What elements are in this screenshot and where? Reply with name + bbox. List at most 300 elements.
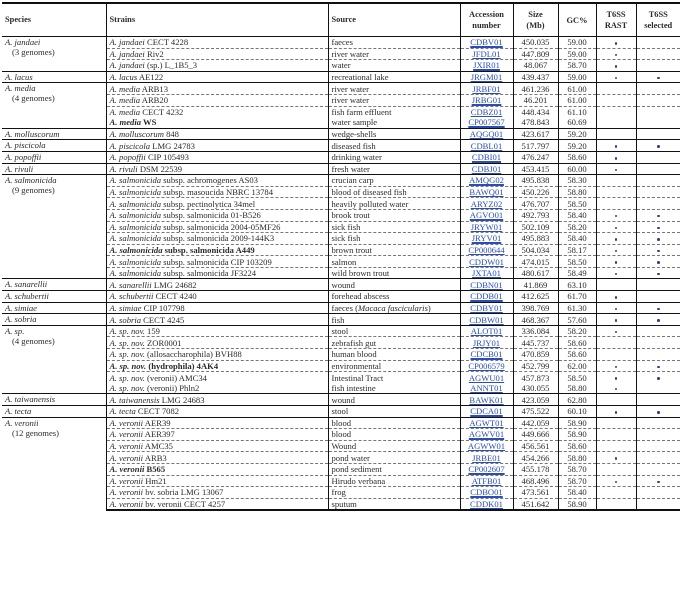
source-cell: frog bbox=[328, 487, 460, 499]
bullet-marker-icon bbox=[615, 331, 618, 334]
table-row bbox=[2, 128, 680, 140]
t6ss-selected-cell bbox=[636, 314, 680, 326]
t6ss-rast-cell bbox=[596, 394, 636, 406]
t6ss-selected-cell bbox=[636, 291, 680, 303]
t6ss-rast-cell bbox=[596, 198, 636, 210]
accession-cell bbox=[460, 429, 513, 441]
species-name: A. jandaei bbox=[5, 37, 41, 47]
gc-cell: 58.50 bbox=[558, 372, 596, 383]
accession-link[interactable]: CDBJ01 bbox=[471, 163, 502, 174]
gc-cell: 59.00 bbox=[558, 37, 596, 49]
size-cell: 492.793 bbox=[513, 209, 558, 221]
t6ss-rast-cell bbox=[596, 360, 636, 372]
accession-cell bbox=[460, 175, 513, 187]
gc-cell: 61.00 bbox=[558, 94, 596, 106]
accession-link[interactable]: CDDW01 bbox=[469, 256, 504, 267]
gc-cell: 59.00 bbox=[558, 71, 596, 83]
strain-genus: A. simiae bbox=[109, 302, 142, 313]
bullet-marker-icon bbox=[615, 238, 618, 241]
accession-link[interactable]: CDDK01 bbox=[470, 499, 503, 510]
accession-link[interactable]: CP002607 bbox=[468, 464, 505, 475]
strain-cell bbox=[106, 221, 328, 233]
bullet-marker-icon bbox=[657, 238, 660, 241]
t6ss-selected-cell bbox=[636, 94, 680, 106]
gc-cell: 58.80 bbox=[558, 186, 596, 198]
size-cell: 336.084 bbox=[513, 325, 558, 337]
gc-cell: 58.70 bbox=[558, 475, 596, 487]
size-cell: 473.561 bbox=[513, 487, 558, 499]
size-cell: 455.178 bbox=[513, 463, 558, 475]
source-cell: zebrafish gut bbox=[328, 337, 460, 349]
strain-designation: subsp. pectinolytica 34mel bbox=[161, 198, 256, 209]
gc-cell: 58.80 bbox=[558, 452, 596, 464]
size-cell: 452.799 bbox=[513, 360, 558, 372]
genome-count: (9 genomes) bbox=[12, 185, 55, 196]
size-cell: 412.625 bbox=[513, 291, 558, 303]
species-cell bbox=[2, 140, 106, 152]
strain-cell bbox=[106, 383, 328, 394]
t6ss-rast-cell bbox=[596, 475, 636, 487]
bullet-marker-icon bbox=[657, 411, 660, 414]
strain-genus: A. veronii bbox=[109, 487, 144, 498]
genome-count: (4 genomes) bbox=[12, 93, 55, 104]
accession-link[interactable]: JRYW01 bbox=[470, 221, 503, 232]
strain-genus: A. veronii bbox=[109, 452, 144, 463]
t6ss-rast-cell bbox=[596, 244, 636, 256]
accession-link[interactable]: JXIR01 bbox=[473, 60, 500, 71]
table-row bbox=[2, 175, 680, 187]
accession-link[interactable]: JRYV01 bbox=[471, 233, 502, 244]
strain-cell bbox=[106, 83, 328, 95]
source-cell: drinking water bbox=[328, 151, 460, 163]
t6ss-rast-cell bbox=[596, 163, 636, 175]
accession-cell bbox=[460, 233, 513, 245]
species-cell bbox=[2, 163, 106, 175]
accession-cell bbox=[460, 128, 513, 140]
species-name: A. popoffii bbox=[5, 151, 42, 162]
gc-cell: 58.60 bbox=[558, 349, 596, 361]
t6ss-rast-cell bbox=[596, 417, 636, 429]
strain-genus: A. media bbox=[109, 106, 141, 117]
bullet-marker-icon bbox=[615, 319, 618, 322]
size-cell: 423.059 bbox=[513, 394, 558, 406]
accession-link[interactable]: BAWQ01 bbox=[469, 187, 504, 198]
strain-cell bbox=[106, 440, 328, 452]
strain-cell bbox=[106, 71, 328, 83]
gc-cell: 60.69 bbox=[558, 117, 596, 128]
t6ss-rast-cell bbox=[596, 209, 636, 221]
bullet-marker-icon bbox=[615, 54, 618, 57]
bullet-marker-icon bbox=[615, 215, 618, 218]
header-size-line1: Size bbox=[528, 10, 543, 19]
header-t6ss-rast bbox=[596, 3, 636, 37]
strain-cell bbox=[106, 244, 328, 256]
strain-designation: DSM 22539 bbox=[137, 163, 183, 174]
accession-cell bbox=[460, 117, 513, 128]
gc-cell: 58.40 bbox=[558, 487, 596, 499]
t6ss-rast-cell bbox=[596, 233, 636, 245]
species-cell bbox=[2, 406, 106, 418]
accession-link[interactable]: AQGQ01 bbox=[469, 129, 504, 140]
strain-cell bbox=[106, 394, 328, 406]
strain-designation: Riv2 bbox=[144, 48, 164, 59]
gc-cell: 58.40 bbox=[558, 209, 596, 221]
t6ss-selected-cell bbox=[636, 163, 680, 175]
accession-cell bbox=[460, 94, 513, 106]
table-row bbox=[2, 151, 680, 163]
accession-link[interactable]: CDDB01 bbox=[470, 291, 503, 302]
strain-designation: ARB3 bbox=[143, 452, 167, 463]
accession-link[interactable]: CDBN01 bbox=[470, 279, 503, 290]
strain-cell bbox=[106, 267, 328, 279]
table-row bbox=[2, 325, 680, 337]
strain-genus: A. salmonicida bbox=[109, 210, 162, 221]
bullet-marker-icon bbox=[657, 319, 660, 322]
gc-cell: 58.60 bbox=[558, 151, 596, 163]
accession-link[interactable]: CDCA01 bbox=[470, 406, 503, 417]
accession-cell bbox=[460, 48, 513, 60]
t6ss-selected-cell bbox=[636, 349, 680, 361]
strain-designation: subsp. salmonicida 01-B526 bbox=[161, 210, 261, 221]
bullet-marker-icon bbox=[615, 261, 618, 264]
t6ss-rast-cell bbox=[596, 452, 636, 464]
size-cell: 476.707 bbox=[513, 198, 558, 210]
gc-cell: 58.20 bbox=[558, 221, 596, 233]
t6ss-selected-cell bbox=[636, 83, 680, 95]
strain-cell bbox=[106, 349, 328, 361]
strain-genus: A. salmonicida bbox=[109, 268, 162, 279]
t6ss-selected-cell bbox=[636, 140, 680, 152]
strain-cell bbox=[106, 360, 328, 372]
header-selected-line1: T6SS bbox=[648, 10, 668, 19]
accession-link[interactable]: JRBF01 bbox=[472, 83, 501, 94]
strain-genus: A. sobria bbox=[109, 314, 142, 325]
table-row bbox=[2, 163, 680, 175]
strain-genus: A. piscicola bbox=[109, 140, 151, 151]
bullet-marker-icon bbox=[657, 227, 660, 230]
strain-designation: subsp. masoucida NBRC 13784 bbox=[161, 187, 274, 198]
accession-link[interactable]: CDBW01 bbox=[469, 314, 504, 325]
header-rast-line2: RAST bbox=[604, 21, 628, 30]
species-cell bbox=[2, 37, 106, 72]
species-name: A. media bbox=[5, 83, 36, 94]
size-cell: 468.496 bbox=[513, 475, 558, 487]
species-cell bbox=[2, 394, 106, 406]
gc-cell: 60.00 bbox=[558, 163, 596, 175]
strain-cell bbox=[106, 314, 328, 326]
accession-link[interactable]: ATFB01 bbox=[471, 475, 502, 486]
bullet-marker-icon bbox=[615, 157, 618, 160]
t6ss-rast-cell bbox=[596, 94, 636, 106]
strain-genus: A. salmonicida bbox=[109, 221, 162, 232]
t6ss-rast-cell bbox=[596, 383, 636, 394]
strain-cell bbox=[106, 302, 328, 314]
accession-cell bbox=[460, 372, 513, 383]
source-cell: human blood bbox=[328, 349, 460, 361]
strain-designation: ZOR0001 bbox=[144, 337, 182, 348]
size-cell: 476.247 bbox=[513, 151, 558, 163]
bullet-marker-icon bbox=[657, 366, 660, 369]
accession-link[interactable]: JRJY01 bbox=[472, 337, 501, 348]
t6ss-rast-cell bbox=[596, 267, 636, 279]
t6ss-rast-cell bbox=[596, 48, 636, 60]
bullet-marker-icon bbox=[615, 388, 618, 391]
accession-cell bbox=[460, 314, 513, 326]
t6ss-selected-cell bbox=[636, 256, 680, 268]
size-cell: 398.769 bbox=[513, 302, 558, 314]
t6ss-rast-cell bbox=[596, 302, 636, 314]
strain-designation: (allosaccharophila) BVH88 bbox=[144, 349, 242, 360]
strain-designation: WS bbox=[141, 117, 157, 128]
strain-cell bbox=[106, 487, 328, 499]
strain-designation: CECT 4228 bbox=[144, 37, 189, 48]
accession-cell bbox=[460, 60, 513, 72]
bullet-marker-icon bbox=[615, 481, 618, 484]
accession-link[interactable]: CDBL01 bbox=[470, 140, 503, 151]
accession-link[interactable]: AMQG02 bbox=[469, 175, 504, 186]
accession-link[interactable]: CP006579 bbox=[468, 360, 505, 371]
accession-link[interactable]: CDCB01 bbox=[470, 349, 503, 360]
gc-cell: 58.70 bbox=[558, 60, 596, 72]
accession-cell bbox=[460, 209, 513, 221]
t6ss-selected-cell bbox=[636, 498, 680, 510]
t6ss-rast-cell bbox=[596, 372, 636, 383]
accession-link[interactable]: CDBY01 bbox=[470, 302, 503, 313]
accession-link[interactable]: CDBI01 bbox=[471, 152, 502, 163]
strain-genus: A. salmonicida bbox=[109, 187, 162, 198]
size-cell: 48.067 bbox=[513, 60, 558, 72]
gc-cell: 58.20 bbox=[558, 325, 596, 337]
source-cell: Wound bbox=[328, 440, 460, 452]
t6ss-rast-cell bbox=[596, 406, 636, 418]
species-name: A. veronii bbox=[5, 417, 39, 428]
size-cell: 495.838 bbox=[513, 175, 558, 187]
strain-genus: A. jandaei bbox=[109, 37, 145, 48]
strain-genus: A. sp. nov. bbox=[109, 349, 145, 360]
accession-link[interactable]: JRBG01 bbox=[471, 95, 502, 106]
t6ss-selected-cell bbox=[636, 406, 680, 418]
size-cell: 480.617 bbox=[513, 267, 558, 279]
accession-link[interactable]: ALOT01 bbox=[470, 326, 503, 337]
strain-cell bbox=[106, 406, 328, 418]
header-t6ss-selected bbox=[636, 3, 680, 37]
accession-link[interactable]: AGWU01 bbox=[468, 372, 505, 383]
source-cell: wound bbox=[328, 279, 460, 291]
strain-designation: LMG 24783 bbox=[150, 140, 195, 151]
species-name: A. simiae bbox=[5, 302, 37, 313]
strain-cell bbox=[106, 256, 328, 268]
header-strains: Strains bbox=[106, 3, 328, 37]
accession-link[interactable]: JFDL01 bbox=[472, 48, 501, 59]
source-cell: forehead abscess bbox=[328, 291, 460, 303]
bullet-marker-icon bbox=[657, 377, 660, 380]
strain-designation: LMG 24683 bbox=[159, 394, 205, 405]
size-cell: 430.055 bbox=[513, 383, 558, 394]
accession-link[interactable]: JXTA01 bbox=[472, 268, 501, 279]
header-accession-line1: Accession bbox=[469, 10, 504, 19]
size-cell: 504.034 bbox=[513, 244, 558, 256]
t6ss-rast-cell bbox=[596, 60, 636, 72]
source-cell: blood of diseased fish bbox=[328, 186, 460, 198]
t6ss-rast-cell bbox=[596, 279, 636, 291]
strain-genus: A. sp. nov. bbox=[109, 326, 145, 337]
strain-designation: (sp.) L_1B5_3 bbox=[144, 60, 198, 71]
source-cell: river water bbox=[328, 48, 460, 60]
t6ss-selected-cell bbox=[636, 244, 680, 256]
strain-designation: CECT 7082 bbox=[135, 406, 180, 417]
accession-cell bbox=[460, 475, 513, 487]
bullet-marker-icon bbox=[657, 145, 660, 148]
accession-link[interactable]: JRGM01 bbox=[470, 72, 503, 83]
strain-designation: subsp. salmonicida 2004-05MF26 bbox=[161, 221, 281, 232]
accession-cell bbox=[460, 163, 513, 175]
header-accession-line2: number bbox=[472, 21, 501, 30]
bullet-marker-icon bbox=[615, 308, 618, 311]
accession-link[interactable]: AGWT01 bbox=[469, 417, 504, 428]
accession-cell bbox=[460, 463, 513, 475]
t6ss-selected-cell bbox=[636, 48, 680, 60]
source-cell: faeces (Macaca fascicularis) bbox=[328, 302, 460, 314]
strain-cell bbox=[106, 475, 328, 487]
header-gc: GC% bbox=[558, 3, 596, 37]
strain-designation: CIP 105493 bbox=[145, 152, 189, 163]
size-cell: 445.737 bbox=[513, 337, 558, 349]
t6ss-rast-cell bbox=[596, 175, 636, 187]
strain-designation: AER397 bbox=[143, 429, 175, 440]
accession-link[interactable]: BAWK01 bbox=[469, 394, 504, 405]
strain-designation: CECT 4245 bbox=[141, 314, 185, 325]
source-cell: crucian carp bbox=[328, 175, 460, 187]
source-cell: fish bbox=[328, 314, 460, 326]
accession-link[interactable]: JRBE01 bbox=[472, 452, 501, 463]
strain-cell bbox=[106, 209, 328, 221]
strain-genus: A. sp. nov. bbox=[109, 372, 145, 383]
accession-link[interactable]: CDBZ01 bbox=[470, 106, 503, 117]
t6ss-rast-cell bbox=[596, 221, 636, 233]
accession-cell bbox=[460, 325, 513, 337]
t6ss-selected-cell bbox=[636, 463, 680, 475]
strain-designation: subsp. achromogenes AS03 bbox=[161, 175, 258, 186]
accession-link[interactable]: CDBO01 bbox=[470, 487, 503, 498]
accession-cell bbox=[460, 256, 513, 268]
bullet-marker-icon bbox=[657, 250, 660, 253]
t6ss-selected-cell bbox=[636, 60, 680, 72]
t6ss-selected-cell bbox=[636, 394, 680, 406]
accession-link[interactable]: AGWW01 bbox=[467, 441, 506, 452]
table-row bbox=[2, 140, 680, 152]
strain-designation: B565 bbox=[144, 464, 166, 475]
t6ss-rast-cell bbox=[596, 71, 636, 83]
species-name: A. sanarellii bbox=[5, 279, 48, 290]
t6ss-rast-cell bbox=[596, 37, 636, 49]
accession-cell bbox=[460, 440, 513, 452]
t6ss-rast-cell bbox=[596, 487, 636, 499]
size-cell: 449.666 bbox=[513, 429, 558, 441]
strain-genus: A. veronii bbox=[109, 417, 144, 428]
gc-cell: 58.50 bbox=[558, 198, 596, 210]
accession-link[interactable]: CP007567 bbox=[468, 117, 505, 128]
strain-cell bbox=[106, 337, 328, 349]
strain-genus: A. veronii bbox=[109, 464, 145, 475]
t6ss-selected-cell bbox=[636, 417, 680, 429]
bullet-marker-icon bbox=[657, 261, 660, 264]
t6ss-selected-cell bbox=[636, 71, 680, 83]
accession-link[interactable]: CDBV01 bbox=[470, 37, 503, 48]
t6ss-selected-cell bbox=[636, 175, 680, 187]
accession-cell bbox=[460, 452, 513, 464]
t6ss-rast-cell bbox=[596, 463, 636, 475]
accession-cell bbox=[460, 37, 513, 49]
source-cell: pond water bbox=[328, 452, 460, 464]
species-cell bbox=[2, 279, 106, 291]
strain-cell bbox=[106, 94, 328, 106]
species-cell bbox=[2, 151, 106, 163]
t6ss-rast-cell bbox=[596, 256, 636, 268]
gc-cell: 61.30 bbox=[558, 302, 596, 314]
strain-genus: A. salmonicida bbox=[109, 175, 162, 186]
strain-designation: Hm21 bbox=[143, 475, 167, 486]
genome-count: (12 genomes) bbox=[12, 427, 60, 438]
strain-genus: A. salmonicida bbox=[109, 244, 163, 255]
size-cell: 502.109 bbox=[513, 221, 558, 233]
species-name: A. taiwanensis bbox=[5, 394, 56, 405]
size-cell: 468.367 bbox=[513, 314, 558, 326]
t6ss-rast-cell bbox=[596, 337, 636, 349]
strain-genus: A. tecta bbox=[109, 406, 136, 417]
bullet-marker-icon bbox=[615, 296, 618, 299]
strain-cell bbox=[106, 198, 328, 210]
t6ss-selected-cell bbox=[636, 221, 680, 233]
accession-cell bbox=[460, 394, 513, 406]
size-cell: 439.437 bbox=[513, 71, 558, 83]
source-cell: wedge-shells bbox=[328, 128, 460, 140]
strain-genus: A. taiwanensis bbox=[109, 394, 160, 405]
size-cell: 461.236 bbox=[513, 83, 558, 95]
t6ss-rast-cell bbox=[596, 429, 636, 441]
bullet-marker-icon bbox=[657, 481, 660, 484]
strain-cell bbox=[106, 463, 328, 475]
header-species: Species bbox=[2, 3, 106, 37]
bullet-marker-icon bbox=[615, 65, 618, 68]
accession-link[interactable]: ARYZ02 bbox=[470, 198, 503, 209]
accession-cell bbox=[460, 83, 513, 95]
accession-cell bbox=[460, 406, 513, 418]
bullet-marker-icon bbox=[657, 273, 660, 276]
source-cell: fish intestine bbox=[331, 383, 376, 394]
species-name: A. piscicola bbox=[5, 140, 46, 151]
t6ss-selected-cell bbox=[636, 106, 680, 117]
species-cell bbox=[2, 83, 106, 128]
accession-link[interactable]: AGVO01 bbox=[469, 210, 504, 221]
size-cell: 41.869 bbox=[513, 279, 558, 291]
accession-cell bbox=[460, 360, 513, 372]
strain-genus: A. jandaei bbox=[109, 60, 145, 71]
gc-cell: 59.20 bbox=[558, 140, 596, 152]
accession-link[interactable]: ANNT01 bbox=[470, 383, 503, 394]
source-cell: blood bbox=[328, 429, 460, 441]
strain-designation: AMC35 bbox=[143, 441, 173, 452]
accession-link[interactable]: AGWV01 bbox=[468, 429, 505, 440]
header-size-line2: (Mb) bbox=[526, 21, 545, 30]
t6ss-selected-cell bbox=[636, 475, 680, 487]
strain-genus: A. schubertii bbox=[109, 291, 154, 302]
accession-link[interactable]: CP000644 bbox=[468, 244, 505, 255]
gc-cell: 58.90 bbox=[558, 498, 596, 510]
bullet-marker-icon bbox=[615, 250, 618, 253]
strain-cell bbox=[106, 140, 328, 152]
t6ss-rast-cell bbox=[596, 314, 636, 326]
t6ss-rast-cell bbox=[596, 498, 636, 510]
